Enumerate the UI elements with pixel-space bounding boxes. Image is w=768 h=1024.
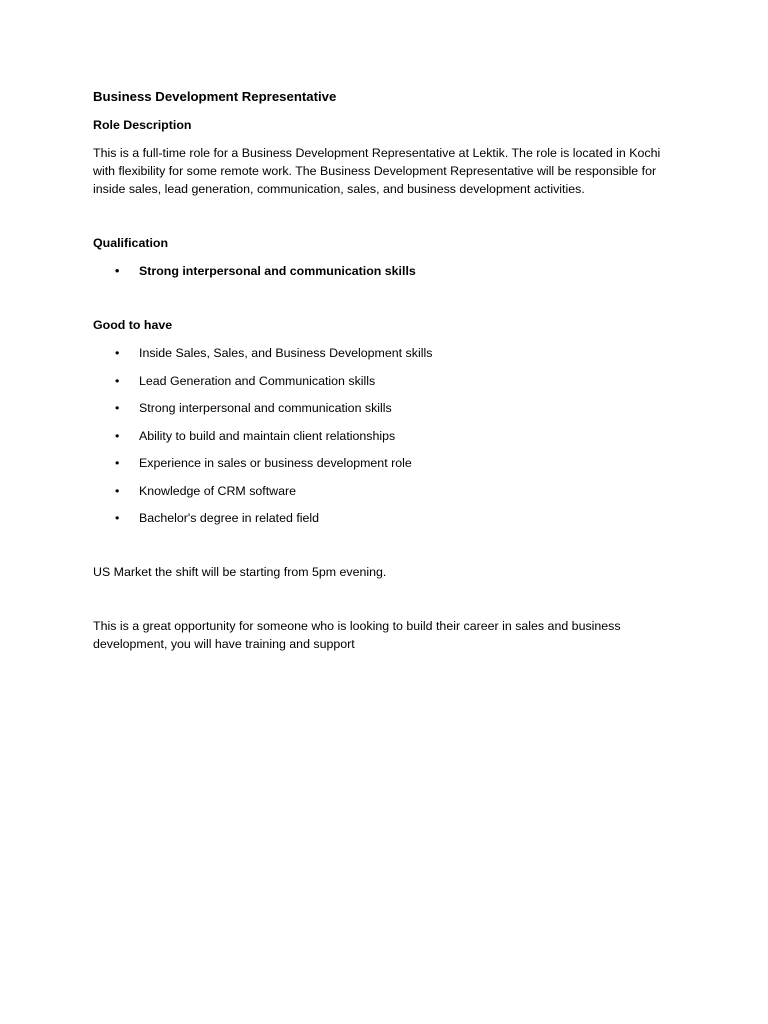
bullet-icon: •: [115, 428, 120, 443]
list-item: [93, 262, 668, 280]
bullet-icon: •: [115, 346, 120, 360]
document-page: [93, 88, 668, 663]
role-description-heading: Role Description: [93, 118, 192, 132]
list-item: [93, 509, 668, 527]
list-item: [93, 344, 668, 362]
document-title: Business Development Representative: [93, 89, 337, 104]
bullet-icon: •: [115, 264, 120, 278]
good-to-have-list: [93, 344, 668, 527]
qualification-heading: Qualification: [93, 236, 169, 250]
role-description-text: This is a full-time role for a Business Development Representative at Lektik. The role is located in Kochi with flexibility for some remote work. The Business Development Representative will be responsible for inside sales, lead generation, communication, sales, and business development activities.: [93, 146, 661, 196]
list-item: [93, 372, 668, 390]
bullet-icon: •: [115, 373, 120, 388]
closing-text: This is a great opportunity for someone who is looking to build their career in sales and business development, you will have training and support: [93, 619, 621, 651]
bullet-icon: •: [115, 511, 120, 525]
list-item: [93, 482, 668, 500]
list-item-text: Bachelor's degree in related field: [139, 511, 320, 525]
spacer: [93, 208, 668, 234]
good-to-have-heading: Good to have: [93, 318, 173, 332]
list-item-text: Experience in sales or business development role: [139, 456, 412, 470]
list-item-text: Strong interpersonal and communication skills: [139, 401, 392, 415]
qualification-list: [93, 262, 668, 280]
bullet-icon: •: [115, 401, 120, 415]
list-item: [93, 399, 668, 417]
bullet-icon: •: [115, 483, 120, 498]
spacer: [93, 591, 668, 617]
spacer: [93, 290, 668, 316]
list-item-text: Inside Sales, Sales, and Business Development skills: [139, 346, 433, 360]
list-item-text: Ability to build and maintain client relationships: [139, 428, 396, 443]
list-item-text: Knowledge of CRM software: [139, 483, 297, 498]
shift-text: US Market the shift will be starting from 5pm evening.: [93, 565, 387, 579]
list-item: [93, 454, 668, 472]
list-item-text: Lead Generation and Communication skills: [139, 373, 376, 388]
spacer: [93, 537, 668, 563]
bullet-icon: •: [115, 456, 120, 470]
list-item-text: Strong interpersonal and communication skills: [139, 264, 416, 278]
list-item: [93, 427, 668, 445]
